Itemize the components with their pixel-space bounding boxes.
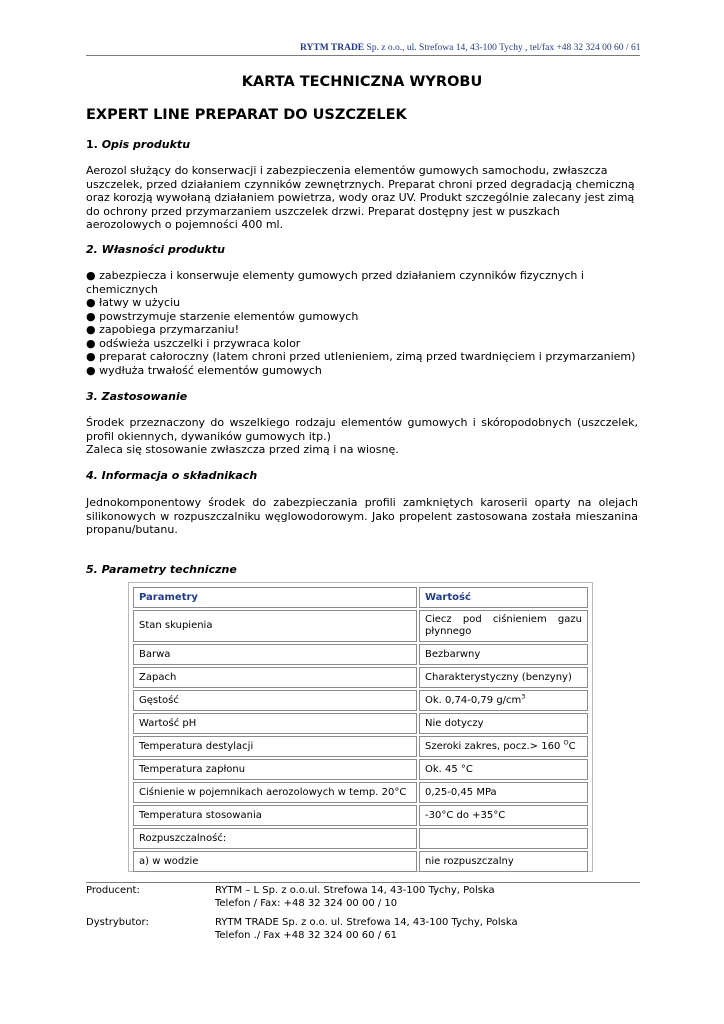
section1-text: Aerozol służący do konserwacji i zabezpieczenia elementów gumowych samochodu, zwłaszcza uszczelek, przed działaniem czynników zewnętrznych. Preparat chroni przed degradacją chemiczną oraz korozją wywołaną działaniem powietrza, wody oraz UV. Produkt szczególnie zalecany jest zimą do ochrony przed przymarzaniem uszczelek drzwi. Preparat dostępny jest w puszkach aerozolowych o pojemności 400 ml. [86,164,635,231]
table-row [133,610,588,642]
section1-number: 1. [86,138,98,151]
distillation-unit: C [568,740,576,752]
table-row [133,644,588,665]
param-value-cell [419,690,588,711]
list-item: ● zabezpiecza i konserwuje elementy gumowych przed działaniem czynników fizycznych i chemicznych [86,269,584,296]
table-row [133,805,588,826]
param-value-cell: -30°C do +35°C [419,805,588,826]
param-value-cell: Nie dotyczy [419,713,588,734]
param-name-cell: Stan skupienia [133,610,417,642]
table-row [133,782,588,803]
distillation-superscript: O [563,738,569,747]
section5-heading: 5. Parametry techniczne [86,563,237,576]
table-row [133,690,588,711]
table-row [133,667,588,688]
parameters-table-frame [128,582,593,872]
param-name-cell: Temperatura stosowania [133,805,417,826]
producer-phone: Telefon / Fax: +48 32 324 00 00 / 10 [215,898,398,909]
section3-heading: 3. Zastosowanie [86,390,188,403]
section1-heading [86,138,190,151]
table-row [133,828,588,849]
header-address: Sp. z o.o., ul. Strefowa 14, 43-100 Tychy , tel/fax +48 32 324 00 60 / 61 [364,43,641,53]
distributor-label: Dystrybutor: [86,917,149,928]
table-row [133,759,588,780]
producer-address: RYTM – L Sp. z o.o.ul. Strefowa 14, 43-100 Tychy, Polska [215,885,495,896]
param-name-cell: Rozpuszczalność: [133,828,417,849]
param-name-cell: Temperatura destylacji [133,736,417,757]
section4-heading: 4. Informacja o składnikach [86,469,258,482]
distillation-value: Szeroki zakres, pocz.> 160 [425,740,564,752]
distributor-phone: Telefon ./ Fax +48 32 324 00 60 / 61 [215,930,397,941]
page-header [300,43,640,53]
param-name-cell: Zapach [133,667,417,688]
section1-title: Opis produktu [101,138,191,151]
table-header-row [133,587,588,608]
param-value-cell: 0,25-0,45 MPa [419,782,588,803]
param-value-cell: Ok. 45 °C [419,759,588,780]
section4-text: Jednokomponentowy środek do zabezpieczania profili zamkniętych karoserii oparty na olejach silikonowych w rozpuszczalniku węglowodorowym. Jako propelent zastosowana została mieszanina propanu/butanu. [86,496,638,536]
table-row [133,713,588,734]
parameters-table [131,585,590,874]
product-name: EXPERT LINE PREPARAT DO USZCZELEK [86,107,407,123]
param-name-cell: Gęstość [133,690,417,711]
param-name-cell: Wartość pH [133,713,417,734]
section3-line2: Zaleca się stosowanie zwłaszcza przed zimą i na wiosnę. [86,443,399,456]
section2-heading: 2. Własności produktu [86,243,225,256]
density-superscript: 3 [521,692,526,701]
param-name-cell: Barwa [133,644,417,665]
param-value-cell: Ciecz pod ciśnieniem gazu płynnego [419,610,588,642]
footer-divider [86,882,640,883]
param-name-cell: a) w wodzie [133,851,417,872]
list-item: ● łatwy w użyciu [86,296,181,309]
header-cell-parameters: Parametry [133,587,417,608]
section2-bullet-list [86,269,638,377]
list-item: ● zapobiega przymarzaniu! [86,323,240,336]
param-value-cell [419,736,588,757]
density-value: Ok. 0,74-0,79 g/cm [425,694,522,706]
list-item: ● powstrzymuje starzenie elementów gumowych [86,309,359,323]
header-divider [86,55,640,56]
section3-text [86,416,638,457]
param-name-cell: Temperatura zapłonu [133,759,417,780]
producer-label: Producent: [86,885,140,896]
param-value-cell: Charakterystyczny (benzyny) [419,667,588,688]
param-value-cell [419,828,588,849]
table-row [133,736,588,757]
document-title: KARTA TECHNICZNA WYROBU [241,74,483,90]
list-item: ● preparat całoroczny (latem chroni przed utlenieniem, zimą przed twardnięciem i przymarzaniem) [86,350,636,363]
list-item: ● odświeża uszczelki i przywraca kolor [86,336,301,350]
header-cell-value: Wartość [419,587,588,608]
param-name-cell: Ciśnienie w pojemnikach aerozolowych w temp. 20°C [133,782,417,803]
param-value-cell: Bezbarwny [419,644,588,665]
section3-line1: Środek przeznaczony do wszelkiego rodzaju elementów gumowych i skóropodobnych (uszczelek, profil okiennych, dywaników gumowych itp.) [86,416,638,443]
param-value-cell: nie rozpuszczalny [419,851,588,872]
header-company-name: RYTM TRADE [300,43,365,53]
table-row [133,851,588,872]
list-item: ● wydłuża trwałość elementów gumowych [86,363,322,377]
distributor-address: RYTM TRADE Sp. z o.o. ul. Strefowa 14, 43-100 Tychy, Polska [215,917,518,928]
